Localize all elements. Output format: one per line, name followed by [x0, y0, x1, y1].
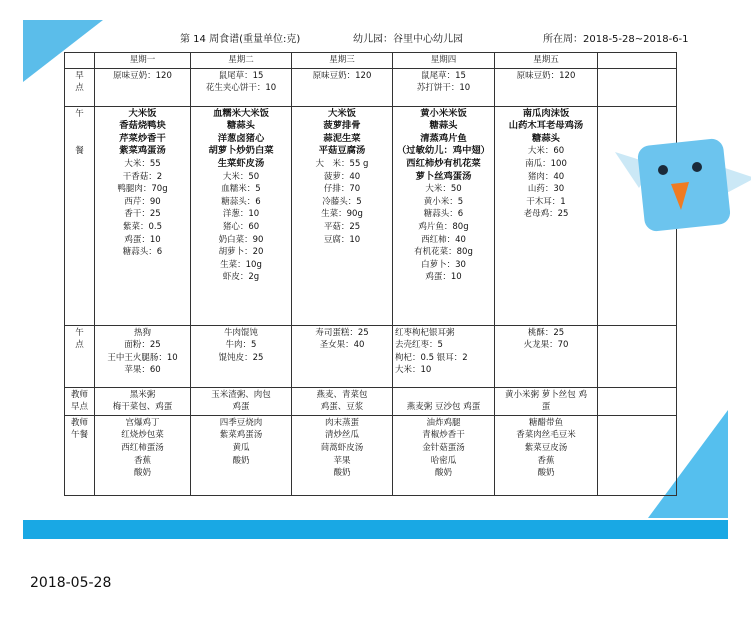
dish-name: 洋葱卤猪心 [217, 132, 265, 144]
dish-name: 清蒸鸡片鱼 [420, 132, 467, 144]
meal-label-line [67, 133, 92, 146]
ingredient-line: 黑米粥 [129, 389, 156, 400]
menu-cell [598, 68, 677, 106]
ingredient-line: 酸奶 [133, 468, 151, 479]
menu-cell [495, 387, 598, 415]
week-period: 所在周：2018-5-28~2018-6-1 [543, 34, 689, 45]
dish-name: 糖蒜头 [227, 120, 255, 132]
ingredient-line: 西红柿蛋汤 [121, 442, 164, 453]
ingredient-line [395, 389, 492, 402]
ingredient-line: 紫菜鸡蛋汤 [219, 430, 263, 441]
ingredient-line: 白萝卜：30 [421, 259, 466, 270]
ingredient-line: 黄小米粥 萝卜丝包 鸡 [505, 389, 587, 400]
dish-name: 山药木耳老母鸡汤 [508, 120, 584, 132]
ingredient-line: 鸡蛋：10 [425, 272, 462, 283]
ingredient-line: 糖蒜头：6 [122, 247, 163, 258]
ingredient-line: 牛肉：5 [225, 340, 257, 351]
meal-label-line: 教师 [70, 389, 88, 400]
day-header: 星期四 [393, 53, 495, 69]
menu-cell [95, 68, 191, 106]
menu-cell [598, 415, 677, 495]
meal-row [65, 325, 677, 387]
menu-cell [495, 106, 598, 325]
ingredient-line: 香蕉 [133, 455, 151, 466]
menu-cell [292, 106, 393, 325]
dish-name: 西红柿炒有机花菜 [406, 157, 481, 169]
dish-name: 蒜泥生菜 [323, 132, 361, 144]
ingredient-line: 鼠尾草：15 [421, 70, 466, 81]
ingredient-line: 猪心：60 [222, 221, 260, 232]
ingredient-line: 油炸鸡腿 [426, 417, 461, 428]
ingredient-line: 酸奶 [537, 468, 555, 479]
meal-label-line: 餐 [75, 146, 84, 157]
ingredient-line: 紫菜：0.5 [122, 221, 163, 232]
dish-name: 血糯米大米饭 [213, 107, 269, 119]
ingredient-line: 大米：55 [124, 158, 161, 169]
menu-cell [598, 325, 677, 387]
ingredient-line: 有机花菜：80g [414, 247, 473, 258]
ingredient-line: 糖醋带鱼 [528, 417, 563, 428]
menu-cell [191, 106, 292, 325]
ingredient-line: 生菜：10g [220, 259, 262, 270]
dish-name: 糖蒜头 [429, 120, 458, 132]
ingredient-line: 热狗 [133, 327, 151, 338]
ingredient-line: 冷藤头：5 [322, 196, 362, 207]
meal-row [65, 106, 677, 325]
ingredient-line: 王中王火腿肠：10 [107, 352, 178, 363]
meal-label [65, 325, 95, 387]
ingredient-line: 老母鸡：25 [523, 209, 569, 220]
menu-cell [191, 415, 292, 495]
menu-cell [292, 387, 393, 415]
ingredient-line: 大 米：55 g [315, 158, 369, 169]
ingredient-line: 鼠尾草：15 [218, 70, 264, 81]
ingredient-line: 苹果 [333, 455, 351, 466]
meal-label-line: 点 [75, 340, 84, 351]
meal-label-line: 午 [75, 108, 84, 119]
meal-label-line: 午 [75, 327, 84, 338]
ingredient-line: 糖蒜头：6 [221, 196, 261, 207]
ingredient-line: 原味豆奶：120 [516, 70, 576, 81]
ingredient-line: 桃酥：25 [527, 327, 565, 338]
dish-name: 糖蒜头 [532, 132, 560, 144]
dish-name: 紫菜鸡蛋汤 [119, 145, 166, 157]
ingredient-line: 干木耳：1 [526, 196, 566, 207]
menu-cell [292, 325, 393, 387]
meal-row [65, 68, 677, 106]
ingredient-line: 宫爆鸡丁 [125, 417, 160, 428]
dish-name: 芹菜炒香干 [119, 132, 166, 144]
ingredient-line: 生菜：90g [321, 209, 363, 220]
meal-label [65, 106, 95, 325]
ingredient-line: 寿司蛋糕：25 [315, 327, 369, 338]
ingredient-line: 馄饨皮：25 [218, 352, 264, 363]
ingredient-line: 酸奶 [232, 455, 250, 466]
ingredient-line: 胡萝卜：20 [218, 247, 264, 258]
ingredient-line: 红枣枸杞银耳粥 [395, 327, 455, 338]
ingredient-line: 菠萝：40 [323, 171, 361, 182]
ingredient-line: 鸡蛋：10 [124, 234, 161, 245]
menu-cell [292, 415, 393, 495]
ingredient-line: 鸡蛋 [232, 402, 250, 413]
ingredient-line: 去壳红枣：5 [395, 340, 443, 351]
day-header [598, 53, 677, 69]
ingredient-line: 豆腐：10 [323, 234, 361, 245]
meal-label-line: 点 [75, 83, 84, 94]
ingredient-line: 猪肉：40 [527, 171, 565, 182]
ingredient-line: 原味豆奶：120 [312, 70, 372, 81]
ingredient-line: 金针菇蛋汤 [422, 442, 465, 453]
menu-header [23, 30, 728, 48]
meal-label [65, 68, 95, 106]
corner-cell [65, 53, 95, 69]
menu-cell [393, 387, 495, 415]
menu-cell [598, 387, 677, 415]
ingredient-line: 牛肉馄饨 [223, 327, 258, 338]
ingredient-line: 鸡片鱼：80g [418, 221, 469, 232]
menu-cell [191, 68, 292, 106]
ingredient-line: 西芹：90 [124, 196, 161, 207]
kindergarten-name: 幼儿园：谷里中心幼儿园 [353, 34, 463, 45]
ingredient-line: 南瓜：100 [525, 158, 567, 169]
ingredient-line: 紫菜豆皮汤 [524, 442, 568, 453]
ingredient-line: 西红柿：40 [421, 234, 466, 245]
ingredient-line: 火龙果：70 [523, 340, 569, 351]
menu-cell [95, 415, 191, 495]
menu-cell [393, 106, 495, 325]
ingredient-line: 大米：10 [395, 365, 432, 376]
ingredient-line: 香干：25 [124, 209, 161, 220]
menu-cell [191, 325, 292, 387]
menu-title: 第 14 周食谱(重量单位:克) [180, 34, 301, 45]
ingredient-line: 四季豆烧肉 [219, 417, 263, 428]
menu-cell [191, 387, 292, 415]
ingredient-line: 枸杞：0.5 银耳：2 [395, 352, 468, 363]
dish-name: 平菇豆腐汤 [318, 145, 366, 157]
dish-name: 生菜虾皮汤 [217, 157, 265, 169]
meal-label [65, 387, 95, 415]
ingredient-line: 玉米渣粥、肉包 [211, 389, 271, 400]
ingredient-line: 花生夹心饼干：10 [205, 83, 277, 94]
ingredient-line: 哈密瓜 [430, 455, 457, 466]
menu-cell [495, 325, 598, 387]
dish-name: 南瓜肉沫饭 [522, 107, 570, 119]
ingredient-line: 酸奶 [434, 468, 452, 479]
ingredient-line: 糖蒜头：6 [423, 209, 464, 220]
ingredient-line: 奶白菜：90 [218, 234, 264, 245]
ingredient-line: 大米：60 [527, 146, 565, 157]
ingredient-line: 仔排：70 [323, 184, 361, 195]
meal-label-line: 教师 [70, 417, 88, 428]
ingredient-line: 蛋 [541, 402, 551, 413]
ingredient-line: 大米：50 [222, 171, 260, 182]
day-header: 星期五 [495, 53, 598, 69]
menu-cell [393, 68, 495, 106]
bottom-color-bar [23, 520, 728, 539]
ingredient-line: 青椒炒香干 [422, 430, 465, 441]
menu-cell [495, 68, 598, 106]
ingredient-line: 红烧炒包菜 [121, 430, 164, 441]
menu-cell [95, 106, 191, 325]
ingredient-line: 苏打饼干：10 [416, 83, 471, 94]
ingredient-line: 黄小米：5 [423, 196, 464, 207]
ingredient-line: 面粉：25 [124, 340, 161, 351]
day-header: 星期二 [191, 53, 292, 69]
ingredient-line: 香蕉 [537, 455, 555, 466]
menu-cell [292, 68, 393, 106]
bird-mascot-icon [615, 130, 751, 240]
ingredient-line: 苹果：60 [124, 365, 161, 376]
ingredient-line: 鸡蛋、豆浆 [320, 402, 364, 413]
dish-name: 大米饭 [328, 107, 356, 119]
ingredient-line: 虾皮：2g [222, 272, 260, 283]
ingredient-line: 酸奶 [333, 468, 351, 479]
dish-name: 菠萝排骨 [323, 120, 361, 132]
ingredient-line: 平菇：25 [323, 221, 361, 232]
footer-date: 2018-05-28 [30, 575, 112, 591]
dish-name: 胡萝卜炒奶白菜 [208, 145, 274, 157]
day-header-row [65, 53, 677, 69]
ingredient-line: 血糯米：5 [221, 184, 261, 195]
weekly-menu-table [64, 52, 677, 496]
meal-label [65, 415, 95, 495]
menu-cell [393, 415, 495, 495]
ingredient-line: 洋葱：10 [222, 209, 260, 220]
ingredient-line: 黄瓜 [232, 442, 250, 453]
ingredient-line: 鸭腿肉：70g [117, 184, 168, 195]
dish-name: 萝卜丝鸡蛋汤 [415, 170, 472, 182]
meal-row [65, 387, 677, 415]
dish-name: （过敏幼儿：鸡中翅） [397, 145, 490, 157]
menu-cell [495, 415, 598, 495]
ingredient-line: 原味豆奶：120 [113, 70, 172, 81]
day-header: 星期一 [95, 53, 191, 69]
ingredient-line: 香菜肉丝毛豆米 [516, 430, 576, 441]
dish-name: 黄小米米饭 [420, 107, 467, 119]
ingredient-line: 大米：50 [425, 184, 462, 195]
ingredient-line: 清炒丝瓜 [324, 430, 359, 441]
meal-label-line [67, 120, 92, 133]
menu-cell [95, 387, 191, 415]
ingredient-line: 梅干菜包、鸡蛋 [112, 402, 173, 413]
ingredient-line: 燕麦、青菜包 [316, 389, 368, 400]
ingredient-line: 圣女果：40 [319, 340, 365, 351]
menu-cell [393, 325, 495, 387]
ingredient-line: 燕麦粥 豆沙包 鸡蛋 [406, 402, 481, 413]
ingredient-line: 干香菇：2 [122, 171, 163, 182]
dish-name: 大米饭 [128, 107, 157, 119]
ingredient-line: 山药：30 [527, 184, 565, 195]
menu-cell [95, 325, 191, 387]
day-header: 星期三 [292, 53, 393, 69]
meal-row [65, 415, 677, 495]
meal-label-line: 早点 [70, 402, 88, 413]
ingredient-line: 茼蒿虾皮汤 [320, 442, 364, 453]
meal-label-line: 早 [75, 70, 84, 81]
ingredient-line: 肉末蒸蛋 [324, 417, 359, 428]
meal-label-line: 午餐 [70, 430, 88, 441]
dish-name: 香菇烧鸭块 [119, 120, 166, 132]
